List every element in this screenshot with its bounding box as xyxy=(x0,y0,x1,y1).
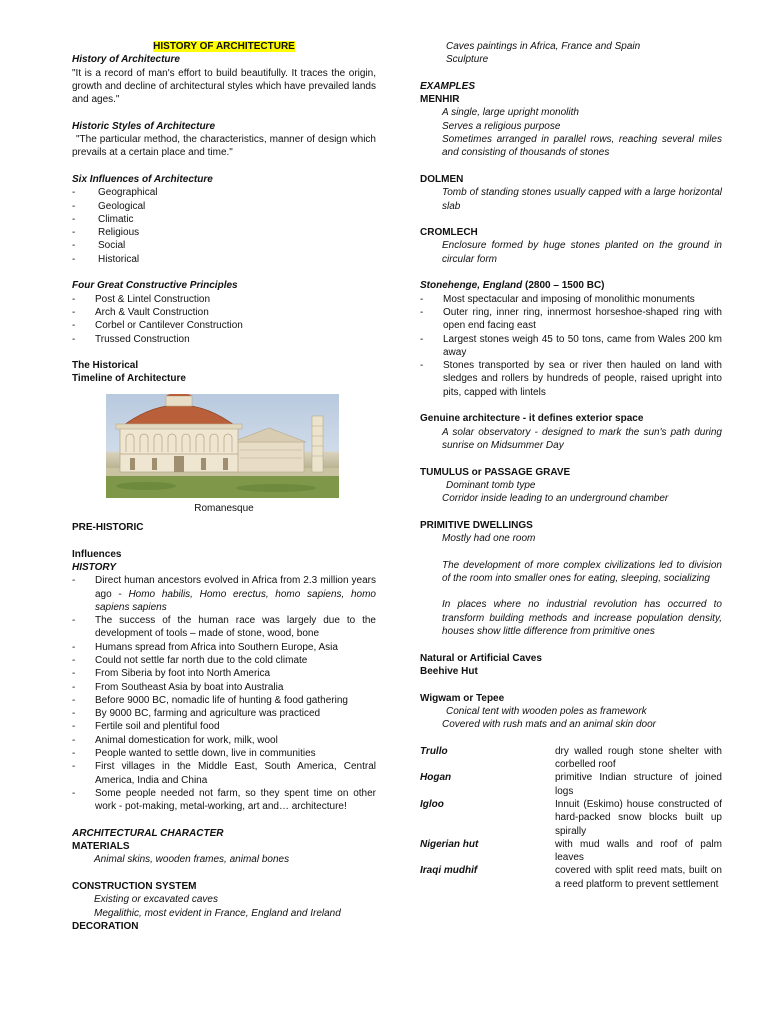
romanesque-image xyxy=(106,394,339,498)
menhir-text-2: Serves a religious purpose xyxy=(442,120,561,132)
arch-character-heading: ARCHITECTURAL CHARACTER xyxy=(72,827,224,839)
list-item: - By 9000 BC, farming and agriculture was practiced xyxy=(72,708,321,720)
decoration-heading: DECORATION xyxy=(72,920,139,932)
list-item: - Climatic xyxy=(72,213,134,225)
table-cell-value: dry walled rough stone shelter with corbelled roof xyxy=(555,745,722,771)
wigwam-text-1: Conical tent with wooden poles as framework xyxy=(446,705,647,717)
tumulus-heading: TUMULUS or PASSAGE GRAVE xyxy=(420,466,571,478)
list-item: - Trussed Construction xyxy=(72,333,190,345)
list-item: - Stones transported by sea or river then hauled on land with sledges and rollers by hundreds of people, raised upright into pits, capped with lintels xyxy=(420,360,722,398)
table-cell-value: with mud walls and roof of palm leaves xyxy=(555,838,722,864)
list-item: - Geological xyxy=(72,200,146,212)
list-item: - Could not settle far north due to the cold climate xyxy=(72,654,308,666)
genuine-architecture-heading: Genuine architecture - it defines exterior space xyxy=(420,413,644,425)
list-item: - Historical xyxy=(72,253,140,265)
list-item: - Humans spread from Africa into Southern Europe, Asia xyxy=(72,641,338,653)
prehistoric-heading: PRE-HISTORIC xyxy=(72,522,144,534)
styles-quote: "The particular method, the characteristics, manner of design which prevails at a certain place and time." xyxy=(72,134,376,159)
timeline-heading-2: Timeline of Architecture xyxy=(72,373,186,385)
dwellings-text-1: Mostly had one room xyxy=(442,532,536,544)
construction-text-1: Existing or excavated caves xyxy=(94,894,218,906)
dwellings-text-3: In places where no industrial revolution has occurred to transform building methods and increase population density, houses show little difference from primitive ones xyxy=(442,599,722,638)
list-item: - Post & Lintel Construction xyxy=(72,293,211,305)
pisa-baptistery-illustration xyxy=(106,394,339,498)
influences-heading: Six Influences of Architecture xyxy=(72,173,213,185)
beehive-heading: Beehive Hut xyxy=(420,665,478,677)
influences-label: Influences xyxy=(72,548,122,560)
list-item: - People wanted to settle down, live in communities xyxy=(72,748,316,760)
right-column xyxy=(420,40,722,891)
list-item: - Before 9000 BC, nomadic life of hunting & food gathering xyxy=(72,694,348,706)
caves-heading: Natural or Artificial Caves xyxy=(420,652,542,664)
table-cell-value: Innuit (Eskimo) house constructed of hard-packed snow blocks built up spirally xyxy=(555,798,722,837)
styles-heading: Historic Styles of Architecture xyxy=(72,120,216,132)
dwellings-table xyxy=(420,745,722,891)
list-item: - First villages in the Middle East, South America, Central America, India and China xyxy=(72,761,376,786)
sculpture-text: Sculpture xyxy=(446,54,489,66)
stonehenge-heading: Stonehenge, England (2800 – 1500 BC) xyxy=(420,280,605,292)
genuine-architecture-text: A solar observatory - designed to mark the sun's path during sunrise on Midsummer Day xyxy=(442,426,722,451)
table-cell-value: primitive Indian structure of joined logs xyxy=(555,772,722,797)
wigwam-heading: Wigwam or Tepee xyxy=(420,692,505,704)
list-item: - From Southeast Asia by boat into Australia xyxy=(72,681,284,693)
menhir-text-1: A single, large upright monolith xyxy=(442,107,579,119)
principles-heading: Four Great Constructive Principles xyxy=(72,280,238,292)
list-item: - Social xyxy=(72,240,126,252)
list-item: - Animal domestication for work, milk, wool xyxy=(72,734,278,746)
cromlech-heading: CROMLECH xyxy=(420,227,478,239)
table-cell-value: covered with split reed mats, built on a reed platform to prevent settlement xyxy=(555,865,722,890)
history-label: HISTORY xyxy=(72,561,117,573)
list-item: - The success of the human race was largely due to the development of tools – made of stone, wood, bone xyxy=(72,615,376,640)
materials-heading: MATERIALS xyxy=(72,841,130,853)
menhir-heading: MENHIR xyxy=(420,94,460,106)
table-cell-key: Igloo xyxy=(420,798,444,810)
examples-heading: EXAMPLES xyxy=(420,80,476,92)
table-cell-key: Trullo xyxy=(420,745,448,757)
table-cell-key: Iraqi mudhif xyxy=(420,865,478,877)
list-item: - Arch & Vault Construction xyxy=(72,306,209,318)
list-item: - Corbel or Cantilever Construction xyxy=(72,320,243,332)
tumulus-text-2: Corridor inside leading to an underground chamber xyxy=(442,493,669,505)
materials-text: Animal skins, wooden frames, animal bones xyxy=(94,854,290,866)
dolmen-text: Tomb of standing stones usually capped with a large horizontal slab xyxy=(442,187,722,212)
history-heading: History of Architecture xyxy=(72,54,180,66)
dolmen-heading: DOLMEN xyxy=(420,173,464,185)
list-item: - Most spectacular and imposing of monolithic monuments xyxy=(420,293,695,305)
list-item: - From Siberia by foot into North America xyxy=(72,668,271,680)
table-cell-key: Hogan xyxy=(420,772,452,784)
menhir-text-3: Sometimes arranged in parallel rows, reaching several miles and consisting of thousands of stones xyxy=(442,134,722,159)
table-cell-key: Nigerian hut xyxy=(420,838,479,850)
left-column xyxy=(72,40,376,933)
tumulus-text-1: Dominant tomb type xyxy=(446,479,536,491)
list-item: - Some people needed not farm, so they spent time on other work - pot-making, metal-working, art and… architecture! xyxy=(72,787,376,813)
list-item: - Outer ring, inner ring, innermost horseshoe-shaped ring with open end facing east xyxy=(420,306,722,332)
wigwam-text-2: Covered with rush mats and an animal skin door xyxy=(442,719,656,731)
dwellings-text-2: The development of more complex civilizations led to division of the room into smaller ones for eating, sleeping, socializing xyxy=(442,559,722,584)
dwellings-heading: PRIMITIVE DWELLINGS xyxy=(420,519,533,531)
history-quote: "It is a record of man's effort to build beautifully. It traces the origin, growth and decline of architectural styles which have prevailed lands and ages." xyxy=(72,67,376,106)
construction-text-2: Megalithic, most evident in France, England and Ireland xyxy=(94,907,341,919)
list-item: - Fertile soil and plentiful food xyxy=(72,721,220,733)
document-title: HISTORY OF ARCHITECTURE xyxy=(153,41,295,52)
caves-paintings-text: Caves paintings in Africa, France and Spain xyxy=(446,41,641,52)
list-item: - Largest stones weigh 45 to 50 tons, came from Wales 200 km away xyxy=(420,333,722,358)
construction-heading: CONSTRUCTION SYSTEM xyxy=(72,881,197,893)
image-caption: Romanesque xyxy=(194,502,254,514)
timeline-heading: The Historical xyxy=(72,360,139,372)
cromlech-text: Enclosure formed by huge stones planted on the ground in circular form xyxy=(442,240,722,265)
list-item: - Religious xyxy=(72,227,140,239)
list-item: - Geographical xyxy=(72,187,158,199)
list-item: - Direct human ancestors evolved in Africa from 2.3 million years ago - Homo habilis, Homo erectus, homo sapiens, homo sapiens sapiens xyxy=(72,575,376,613)
